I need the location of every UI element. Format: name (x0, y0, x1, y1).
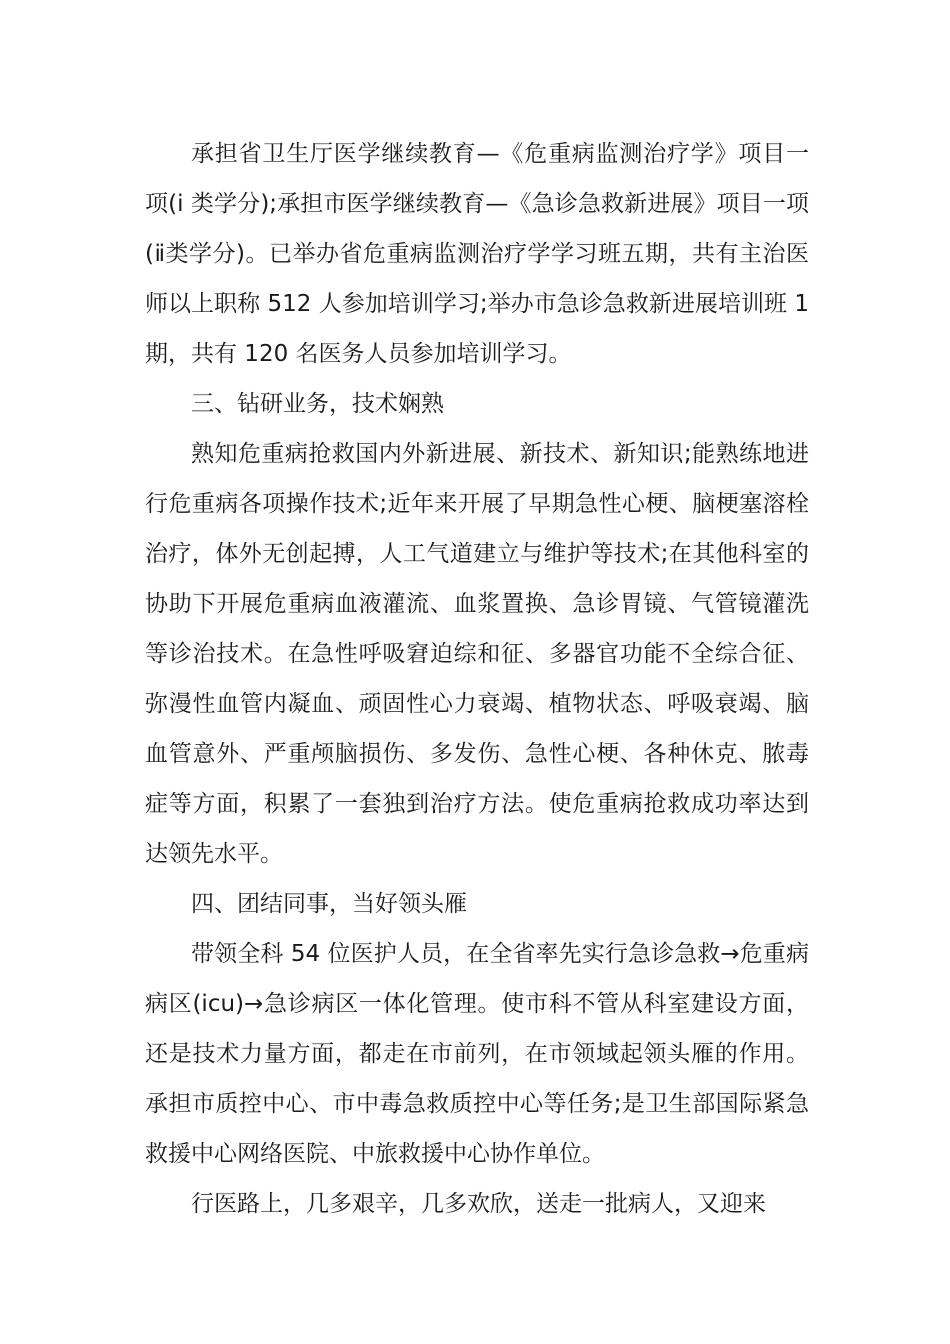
section-heading-three: 三、钻研业务，技术娴熟 (191, 391, 444, 417)
document-body (145, 129, 809, 1229)
section-heading-four: 四、团结同事，当好领头雁 (191, 891, 467, 917)
paragraph-techniques: 熟知危重病抢救国内外新进展、新技术、新知识;能熟练地进行危重病各项操作技术;近年来开展了早期急性心梗、脑梗塞溶栓治疗，体外无创起搏，人工气道建立与维护等技术;在其他科室的协助下开展危重病血液灌流、血浆置换、急诊胃镜、气管镜灌洗等诊治技术。在急性呼吸窘迫综和征、多器官功能不全综合征、弥漫性血管内凝血、顽固性心力衰竭、植物状态、呼吸衰竭、脑血管意外、严重颅脑损伤、多发伤、急性心梗、各种休克、脓毒症等方面，积累了一套独到治疗方法。使危重病抢救成功率达到达领先水平。 (145, 441, 809, 867)
paragraph-team-leadership: 带领全科 54 位医护人员，在全省率先实行急诊急救→危重病病区(icu)→急诊病区一体化管理。使市科不管从科室建设方面，还是技术力量方面，都走在市前列，在市领域起领头雁的作用。承担市质控中心、市中毒急救质控中心等任务;是卫生部国际紧急救援中心网络医院、中旅救援中心协作单位。 (145, 941, 809, 1167)
paragraph-education-projects: 承担省卫生厅医学继续教育—《危重病监测治疗学》项目一项(i 类学分);承担市医学继续教育—《急诊急救新进展》项目一项(ⅱ类学分)。已举办省危重病监测治疗学学习班五期，共有主治医师以上职称 512 人参加培训学习;举办市急诊急救新进展培训班 1 期，共有 120 名医务人员参加培训学习。 (145, 141, 809, 367)
paragraph-closing: 行医路上，几多艰辛，几多欢欣，送走一批病人，又迎来 (191, 1191, 766, 1217)
